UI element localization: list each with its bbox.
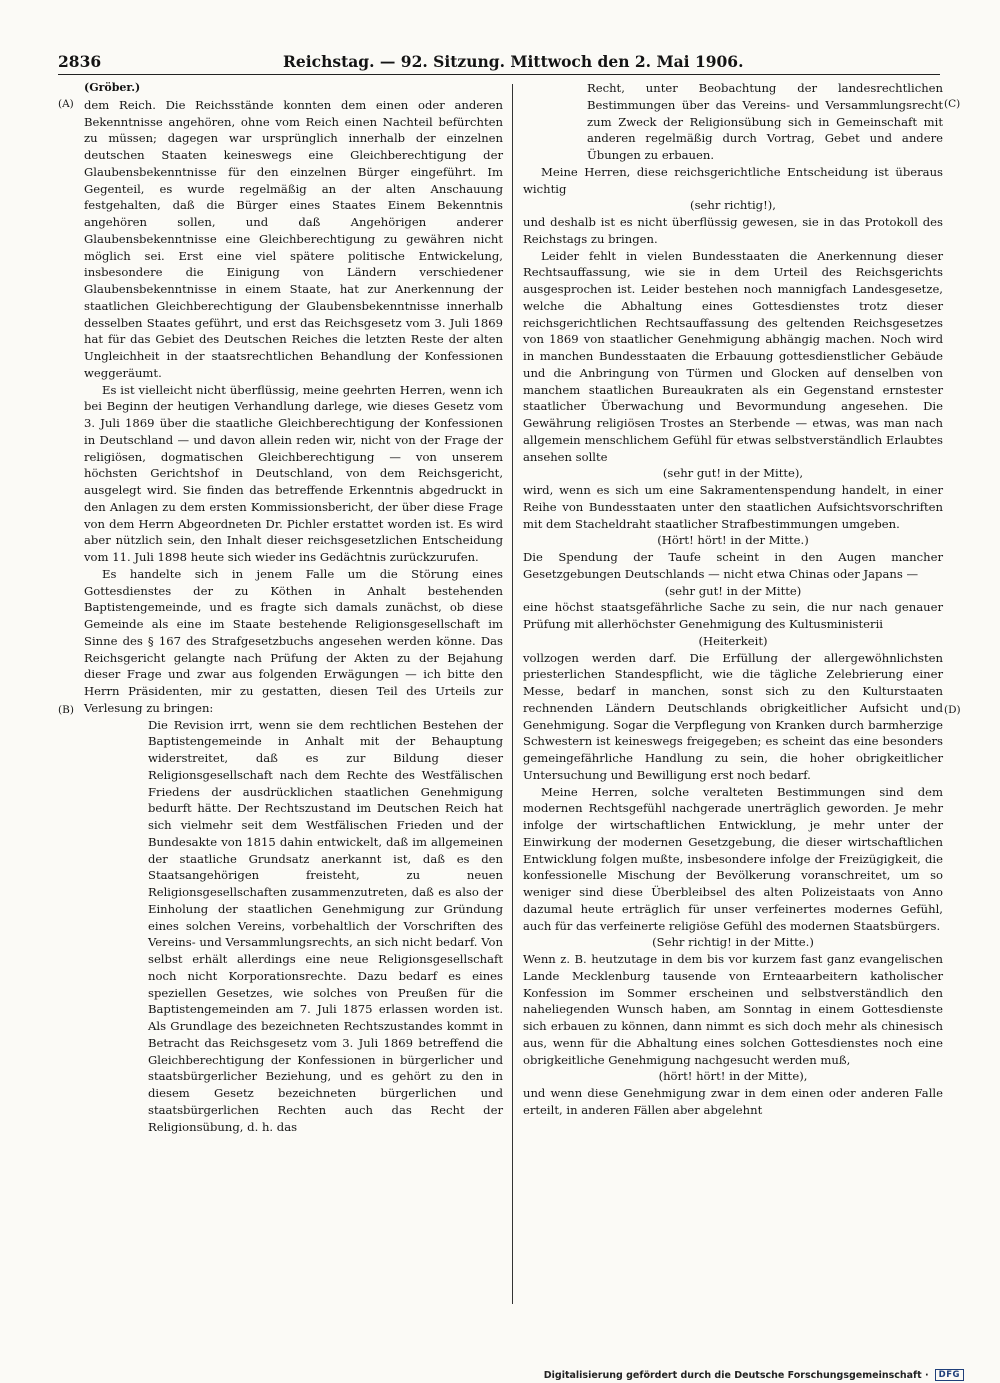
paragraph: Leider fehlt in vielen Bundesstaaten die Anerkennung dieser Rechtsauffassung, wie sie in dem Urteil des Reichsgerichts ausgesprochen ist. Leider bestehen noch mannigfach Landesgesetze, welche die Abhaltung eines Gottesdienstes trotz dieser reichsgerichtlichen Rechtsauffassung des geltenden Reichsgesetzes von 1869 von staatlicher Genehmigung abhängig machen. Noch wird in manchen Bundesstaaten die Erbauung gottesdienstlicher Gebäude und die Anbringung von Türmen und Glocken auf denselben von manchem staatlichen Bureaukraten als ein Gegenstand ernstester staatlicher Überwachung und Bevormundung angesehen. Die Gewährung religiösen Trostes an Sterbende — etwas, was man nach allgemein menschlichem Gefühl für etwas selbstverständlich Erlaubtes ansehen sollte bbox=[523, 248, 943, 464]
running-title: Reichstag. — 92. Sitzung. Mittwoch den 2. Mai 1906. bbox=[283, 52, 744, 71]
left-column bbox=[84, 80, 503, 1135]
interjection: (Sehr richtig! in der Mitte.) bbox=[652, 935, 814, 950]
page-number: 2836 bbox=[58, 52, 102, 71]
paragraph: wird, wenn es sich um eine Sakramentenspendung handelt, in einer Reihe von Bundesstaaten unter den staatlichen Aufsichtsvorschriften mit dem Stacheldraht staatlicher Strafbestimmungen umgeben. bbox=[523, 483, 943, 531]
column-divider bbox=[512, 84, 513, 1304]
margin-marker-b: (B) bbox=[58, 704, 74, 716]
right-column bbox=[523, 80, 943, 1119]
margin-marker-d: (D) bbox=[944, 704, 961, 716]
margin-marker-c: (C) bbox=[944, 98, 961, 110]
dfg-logo-icon: DFG bbox=[935, 1369, 964, 1381]
paragraph: Wenn z. B. heutzutage in dem bis vor kurzem fast ganz evangelischen Lande Mecklenburg tausende von Ernteaarbeitern katholischer Konfession im Sommer erscheinen und selbstverständlich den naheliegenden Wunsch haben, am Sonntag in einem Gottesdienste sich erbauen zu können, dann nimmt es sich doch mehr als chinesisch aus, wenn für die Abhaltung eines solchen Gottesdienstes noch eine obrigkeitliche Genehmigung nachgesucht werden muß, bbox=[523, 952, 943, 1067]
paragraph: Es ist vielleicht nicht überflüssig, meine geehrten Herren, wenn ich bei Beginn der heutigen Verhandlung darlege, wie dieses Gesetz vom 3. Juli 1869 über die staatliche Gleichberechtigung der Konfessionen in Deutschland — und davon allein reden wir, nicht von der Frage der religiösen, dogmatischen Gleichberechtigung — von unserem höchsten Gerichtshof in Deutschland, von dem Reichsgericht, ausgelegt wird. Sie finden das betreffende Erkenntnis abgedruckt in den Anlagen zu dem ersten Kommissionsbericht, der über diese Frage von dem Herrn Abgeordneten Dr. Pichler erstattet worden ist. Es wird aber nützlich sein, den Inhalt dieser reichsgesetzlichen Entscheidung vom 11. Juli 1898 heute sich wieder ins Gedächtnis zurückzurufen. bbox=[84, 382, 503, 564]
paragraph: und wenn diese Genehmigung zwar in dem einen oder anderen Falle erteilt, in anderen Fällen aber abgelehnt bbox=[523, 1086, 943, 1117]
credit-text: Digitalisierung gefördert durch die Deutsche Forschungsgemeinschaft · bbox=[543, 1369, 929, 1381]
paragraph: eine höchst staatsgefährliche Sache zu sein, die nur nach genauer Prüfung mit allerhöchster Genehmigung des Kultusministerii bbox=[523, 600, 943, 631]
paragraph: vollzogen werden darf. Die Erfüllung der allergewöhnlichsten priesterlichen Standespflicht, wie die tägliche Zelebrierung einer Messe, bedarf in manchen, sonst sich zu den Kulturstaaten rechnenden Ländern Deutschlands obrigkeitlicher Aufsicht und Genehmigung. Sogar die Verpflegung von Kranken durch barmherzige Schwestern ist keineswegs freigegeben; es scheint das eine besonders gemeingefährliche Handlung zu sein, die hoher obrigkeitlicher Untersuchung und Bewilligung erst noch bedarf. bbox=[523, 650, 943, 782]
paragraph: Meine Herren, diese reichsgerichtliche Entscheidung ist überaus wichtig bbox=[523, 164, 943, 196]
interjection: (Hört! hört! in der Mitte.) bbox=[657, 533, 809, 548]
interjection: (sehr gut! in der Mitte) bbox=[664, 583, 802, 598]
paragraph: und deshalb ist es nicht überflüssig gewesen, sie in das Protokoll des Reichstags zu bringen. bbox=[523, 215, 943, 246]
paragraph: Die Spendung der Taufe scheint in den Augen mancher Gesetzgebungen Deutschlands — nicht etwa Chinas oder Japans — bbox=[523, 550, 943, 581]
interjection: (hört! hört! in der Mitte), bbox=[658, 1069, 808, 1084]
interjection: (sehr richtig!), bbox=[690, 198, 776, 213]
interjection: (sehr gut! in der Mitte), bbox=[662, 466, 804, 481]
digitization-credit bbox=[544, 1368, 964, 1382]
paragraph: Meine Herren, solche veralteten Bestimmungen sind dem modernen Rechtsgefühl nachgerade unerträglich geworden. Je mehr infolge der wirtschaftlichen Entwicklung, je mehr unter der Einwirkung der modernen Gesetzgebung, die dieser wirtschaftlichen Entwicklung folgen mußte, insbesondere infolge der Freizügigkeit, die konfessionelle Mischung der Bevölkerung voranschreitet, um so weniger sind diese Überbleibsel des alten Polizeistaats von Anno dazumal heute erträglich für unser verfeinertes modernes Gefühl, auch für das verfeinerte religiöse Gefühl des modernen Staatsbürgers. bbox=[523, 784, 943, 933]
page-header bbox=[58, 52, 940, 72]
interjection: (Heiterkeit) bbox=[698, 633, 768, 648]
margin-marker-a: (A) bbox=[58, 98, 74, 110]
court-quotation: Die Revision irrt, wenn sie dem rechtlichen Bestehen der Baptistengemeinde in Anhalt mit der Behauptung widerstreitet, daß es zur Bildung dieser Religionsgesellschaft nach dem Rechte des Westfälischen Friedens der ausdrücklichen staatlichen Genehmigung bedurft hätte. Der Rechtszustand im Deutschen Reich hat sich vielmehr seit dem Westfälischen Frieden und der Bundesakte von 1815 dahin entwickelt, daß im allgemeinen der staatliche Grundsatz anerkannt ist, daß es den Staatsangehörigen freisteht, zu neuen Religionsgesellschaften zusammenzutreten, daß es also der Einholung der staatlichen Genehmigung zur Gründung eines solchen Vereins, vorbehaltlich der Vorschriften des Vereins- und Versammlungsrechts, an sich nicht bedarf. Von selbst erhält allerdings eine neue Religionsgesellschaft noch nicht Korporationsrechte. Dazu bedarf es eines speziellen Gesetzes, wie solches von Preußen für die Baptistengemeinden am 7. Juli 1875 erlassen worden ist. Als Grundlage des bezeichneten Rechtszustandes kommt in Betracht das Reichsgesetz vom 3. Juli 1869 betreffend die Gleichberechtigung der Konfessionen in bürgerlicher und staatsbürgerlicher Beziehung, und es gehört zu den in diesem Gesetz bezeichneten bürgerlichen und staatsbürgerlichen Rechten auch das Recht der Religionsübung, d. h. das bbox=[148, 717, 503, 1134]
paragraph: dem Reich. Die Reichsstände konnten dem einen oder anderen Bekenntnisse angehören, ohne vom Reich einen Nachteil befürchten zu müssen; dagegen war ursprünglich innerhalb der einzelnen deutschen Staaten keineswegs eine Gleichberechtigung der Glaubensbekenntnisse für den einzelnen Bürger eingeführt. Im Gegenteil, es wurde regelmäßig an der alten Anschauung festgehalten, daß die Bürger eines Staates Einem Bekenntnis angehören sollen, und daß Angehörigen anderer Glaubensbekenntnisse eine Gleichberechtigung zu gewähren nicht möglich sei. Erst eine viel spätere politische Entwickelung, insbesondere die Einigung von Ländern verschiedener Glaubensbekenntnisse in einem Staate, hat zur Anerkennung der staatlichen Gleichberechtigung der Glaubensbekenntnisse innerhalb desselben Staates geführt, und erst das Reichsgesetz vom 3. Juli 1869 hat für das Gebiet des Deutschen Reiches die letzten Reste der alten Ungleichheit in der staatsrechtlichen Behandlung der Konfessionen weggeräumt. bbox=[84, 97, 503, 380]
header-rule bbox=[58, 74, 940, 75]
court-quotation-continued: Recht, unter Beobachtung der landesrechtlichen Bestimmungen über das Vereins- und Versammlungsrecht zum Zweck der Religionsübung sich in Gemeinschaft mit anderen regelmäßig durch Vortrag, Gebet und andere Übungen zu erbauen. bbox=[587, 81, 943, 162]
paragraph: Es handelte sich in jenem Falle um die Störung eines Gottesdienstes der zu Köthen in Anhalt bestehenden Baptistengemeinde, und es fragte sich damals zunächst, ob diese Gemeinde als eine im Staate bestehende Religionsgesellschaft im Sinne des § 167 des Strafgesetzbuchs angesehen werden könne. Das Reichsgericht gelangte nach Prüfung der Akten zu der Bejahung dieser Frage und zwar aus folgenden Erwägungen — ich bitte den Herrn Präsidenten, mir zu gestatten, diesen Teil des Urteils zur Verlesung zu bringen: bbox=[84, 566, 503, 715]
speaker-name: (Gröber.) bbox=[84, 81, 141, 94]
